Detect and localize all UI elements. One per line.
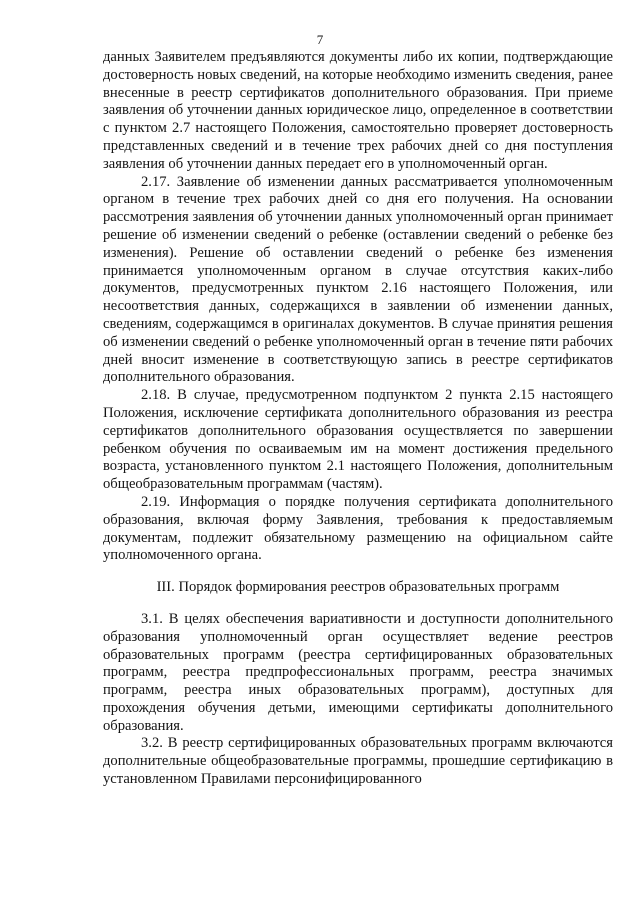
paragraph-3-1: 3.1. В целях обеспечения вариативности и доступности дополнительного образования уполномоченный орган осуществляет ведение реестров образовательных программ (реестра сертифицированных образовательных программ, реестра предпрофессиональных программ, реестра значимых программ, реестра иных образовательных программ), доступных для прохождения обучения детьми, имеющими сертификаты дополнительного образования. xyxy=(103,610,613,734)
paragraph-continuation: данных Заявителем предъявляются документы либо их копии, подтверждающие достоверность новых сведений, на которые необходимо изменить сведения, ранее внесенные в реестр сертификатов дополнительного образования. При приеме заявления об уточнении данных юридическое лицо, определенное в соответствии с пунктом 2.7 настоящего Положения, самостоятельно проверяет достоверность представленных сведений и в течение трех рабочих дней со дня поступления заявления об уточнении данных передает его в уполномоченный орган. xyxy=(103,49,613,172)
document-body xyxy=(103,49,613,789)
section-heading: III. Порядок формирования реестров образовательных программ xyxy=(156,579,560,596)
paragraph-3-2: 3.2. В реестр сертифицированных образовательных программ включаются дополнительные общеобразовательные программы, прошедшие сертификацию в установленном Правилами персонифицированного xyxy=(103,735,613,788)
page-number: 7 xyxy=(316,32,324,47)
paragraph-2-18: 2.18. В случае, предусмотренном подпунктом 2 пункта 2.15 настоящего Положения, исключение сертификата дополнительного образования из реестра сертификатов дополнительного образования осуществляется по завершении ребенком обучения по осваиваемым им на момент достижения предельного возраста, установленного пунктом 2.1 настоящего Положения, дополнительным общеобразовательным программам (частям). xyxy=(103,387,613,493)
paragraph-2-19: 2.19. Информация о порядке получения сертификата дополнительного образования, включая форму Заявления, требования к предоставляемым документам, подлежит обязательному размещению на официальном сайте уполномоченного органа. xyxy=(103,493,613,564)
paragraph-2-17: 2.17. Заявление об изменении данных рассматривается уполномоченным органом в течение трех рабочих дней со дня его получения. На основании рассмотрения заявления об уточнении данных уполномоченный орган принимает решение об изменении сведений о ребенке (оставлении сведений о ребенке без изменения). Решение об оставлении сведений о ребенке без изменения принимается уполномоченным органом в случае отсутствия каких-либо документов, предусмотренных пунктом 2.16 настоящего Положения, или несоответствия данных, содержащихся в заявлении об изменении данных, сведениям, содержащимся в оригиналах документов. В случае принятия решения об изменении сведений о ребенке уполномоченный орган в течение пяти рабочих дней вносит изменение в соответствующую запись в реестре сертификатов дополнительного образования. xyxy=(103,173,613,386)
